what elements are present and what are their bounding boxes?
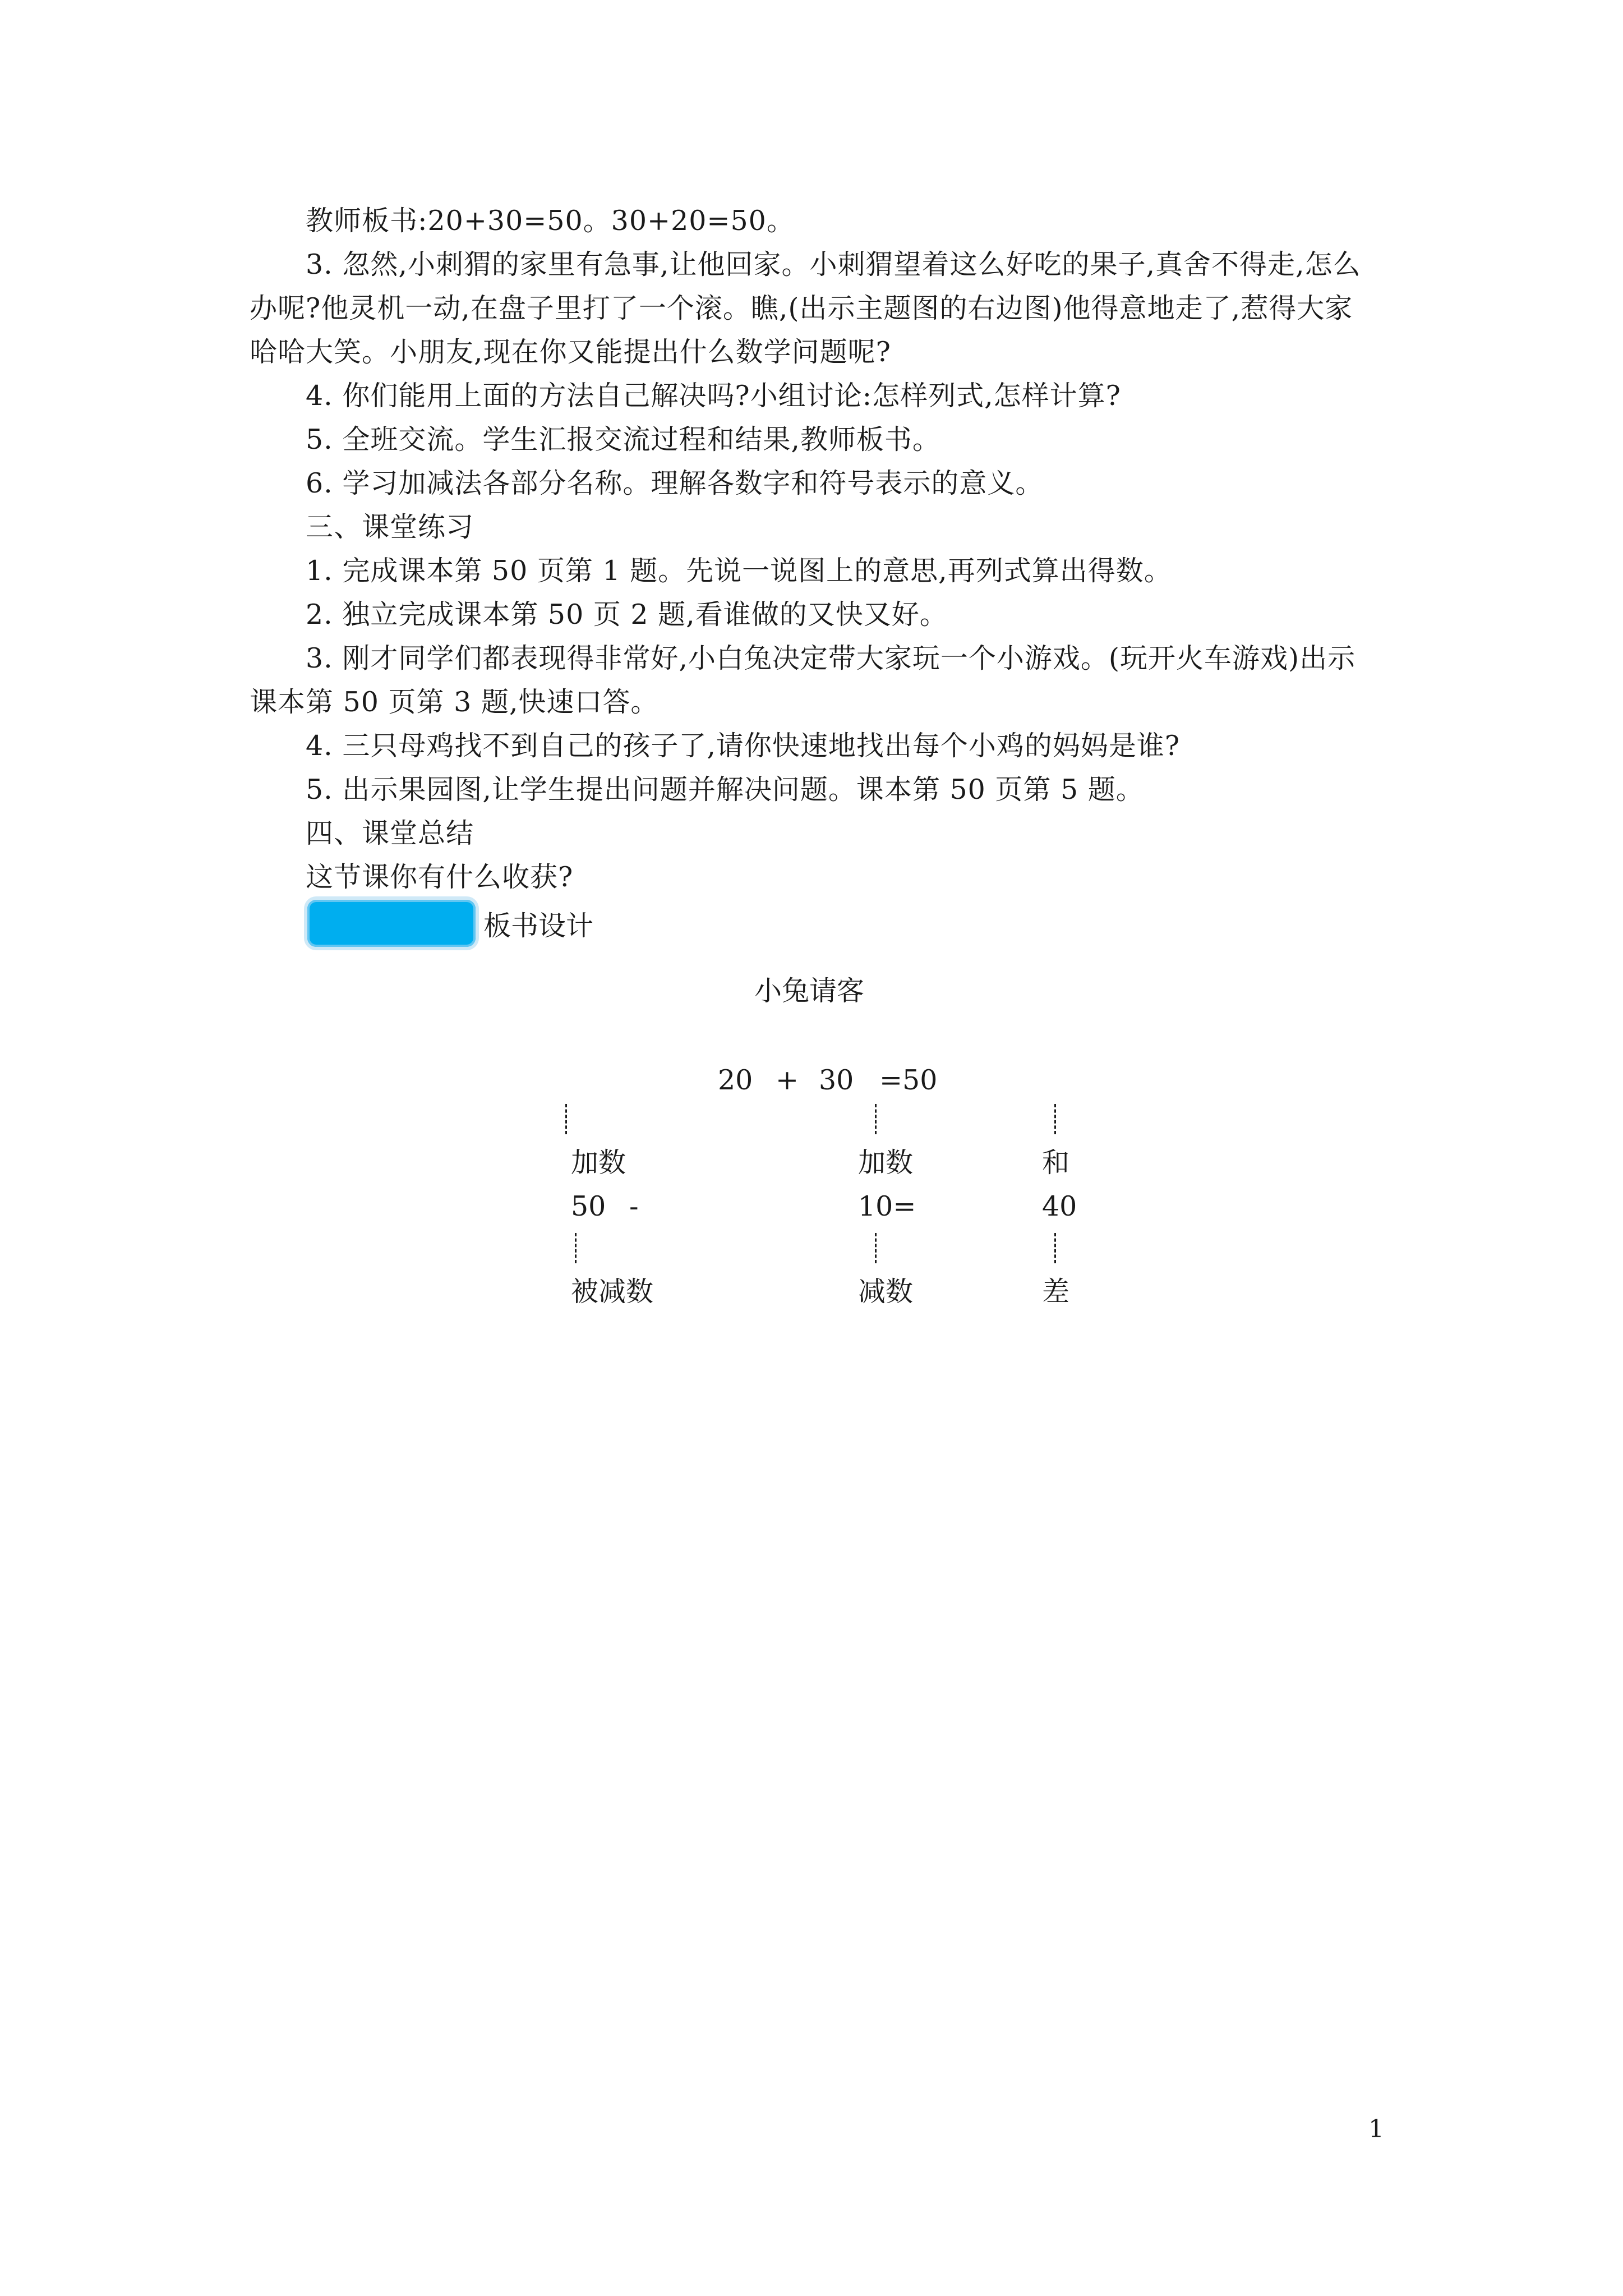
label-addend-2: 加数 — [858, 1147, 914, 1179]
paragraph-practice-5 — [250, 768, 1450, 812]
section-badge — [307, 900, 476, 947]
paragraph-summary-question — [250, 855, 1450, 899]
paragraph-practice-2 — [250, 593, 1450, 637]
paragraph-hedgehog — [250, 243, 1394, 374]
connector-line — [575, 1233, 577, 1263]
minuend-value: 50 — [571, 1190, 606, 1222]
plus-sign: + — [776, 1064, 799, 1096]
minus-sign: - — [629, 1190, 639, 1222]
sum-equation: =50 — [879, 1064, 938, 1096]
text-line: 4. 三只母鸡找不到自己的孩子了,请你快速地找出每个小鸡的妈妈是谁? — [306, 730, 1181, 762]
text-line: 办呢?他灵机一动,在盘子里打了一个滚。瞧,(出示主题图的右边图)他得意地走了,惹得大家 — [250, 292, 1353, 324]
text-line: 5. 全班交流。学生汇报交流过程和结果,教师板书。 — [306, 424, 940, 455]
text-line: 2. 独立完成课本第 50 页 2 题,看谁做的又快又好。 — [306, 599, 948, 631]
connector-line — [1054, 1104, 1056, 1134]
label-subtrahend: 减数 — [858, 1276, 914, 1308]
text-line: 5. 出示果园图,让学生提出问题并解决问题。课本第 50 页第 5 题。 — [306, 774, 1144, 806]
paragraph-practice-1 — [250, 549, 1450, 593]
text-line: 3. 忽然,小刺猬的家里有急事,让他回家。小刺猬望着这么好吃的果子,真舍不得走,怎么 — [306, 249, 1361, 280]
text-line: 4. 你们能用上面的方法自己解决吗?小组讨论:怎样列式,怎样计算? — [306, 380, 1121, 412]
section-title: 板书设计 — [483, 910, 594, 942]
difference-value: 40 — [1042, 1190, 1077, 1222]
text-line: 3. 刚才同学们都表现得非常好,小白兔决定带大家玩一个小游戏。(玩开火车游戏)出示 — [306, 642, 1356, 674]
board-title: 小兔请客 — [754, 975, 865, 1007]
label-addend-1: 加数 — [571, 1147, 626, 1179]
paragraph-part-names — [250, 462, 1450, 505]
text-line: 6. 学习加减法各部分名称。理解各数字和符号表示的意义。 — [306, 467, 1044, 499]
connector-line — [875, 1233, 877, 1263]
text-line: 1. 完成课本第 50 页第 1 题。先说一说图上的意思,再列式算出得数。 — [306, 555, 1172, 587]
connector-line — [565, 1104, 567, 1134]
addend-2-value: 30 — [819, 1064, 854, 1096]
text-line: 三、课堂练习 — [306, 511, 474, 543]
label-sum: 和 — [1042, 1147, 1070, 1179]
label-minuend: 被减数 — [571, 1276, 654, 1308]
connector-line — [875, 1104, 877, 1134]
paragraph-board-writing — [250, 199, 1450, 243]
text-line: 四、课堂总结 — [306, 817, 474, 849]
label-difference: 差 — [1042, 1276, 1070, 1308]
paragraph-practice-3 — [250, 637, 1394, 724]
text-line: 课本第 50 页第 3 题,快速口答。 — [250, 686, 659, 718]
paragraph-practice-4 — [250, 724, 1450, 768]
heading-class-summary — [250, 812, 1450, 855]
paragraph-class-exchange — [250, 418, 1450, 462]
text-line: 教师板书:20+30=50。30+20=50。 — [306, 205, 795, 237]
text-line: 这节课你有什么收获? — [306, 861, 574, 893]
text-line: 哈哈大笑。小朋友,现在你又能提出什么数学问题呢? — [250, 336, 891, 368]
paragraph-group-discussion — [250, 374, 1450, 418]
subtrahend-equation: 10= — [858, 1190, 916, 1222]
addend-1-value: 20 — [718, 1064, 753, 1096]
page-number: 1 — [1368, 2115, 1384, 2143]
connector-line — [1054, 1233, 1056, 1263]
heading-class-practice — [250, 505, 1450, 549]
